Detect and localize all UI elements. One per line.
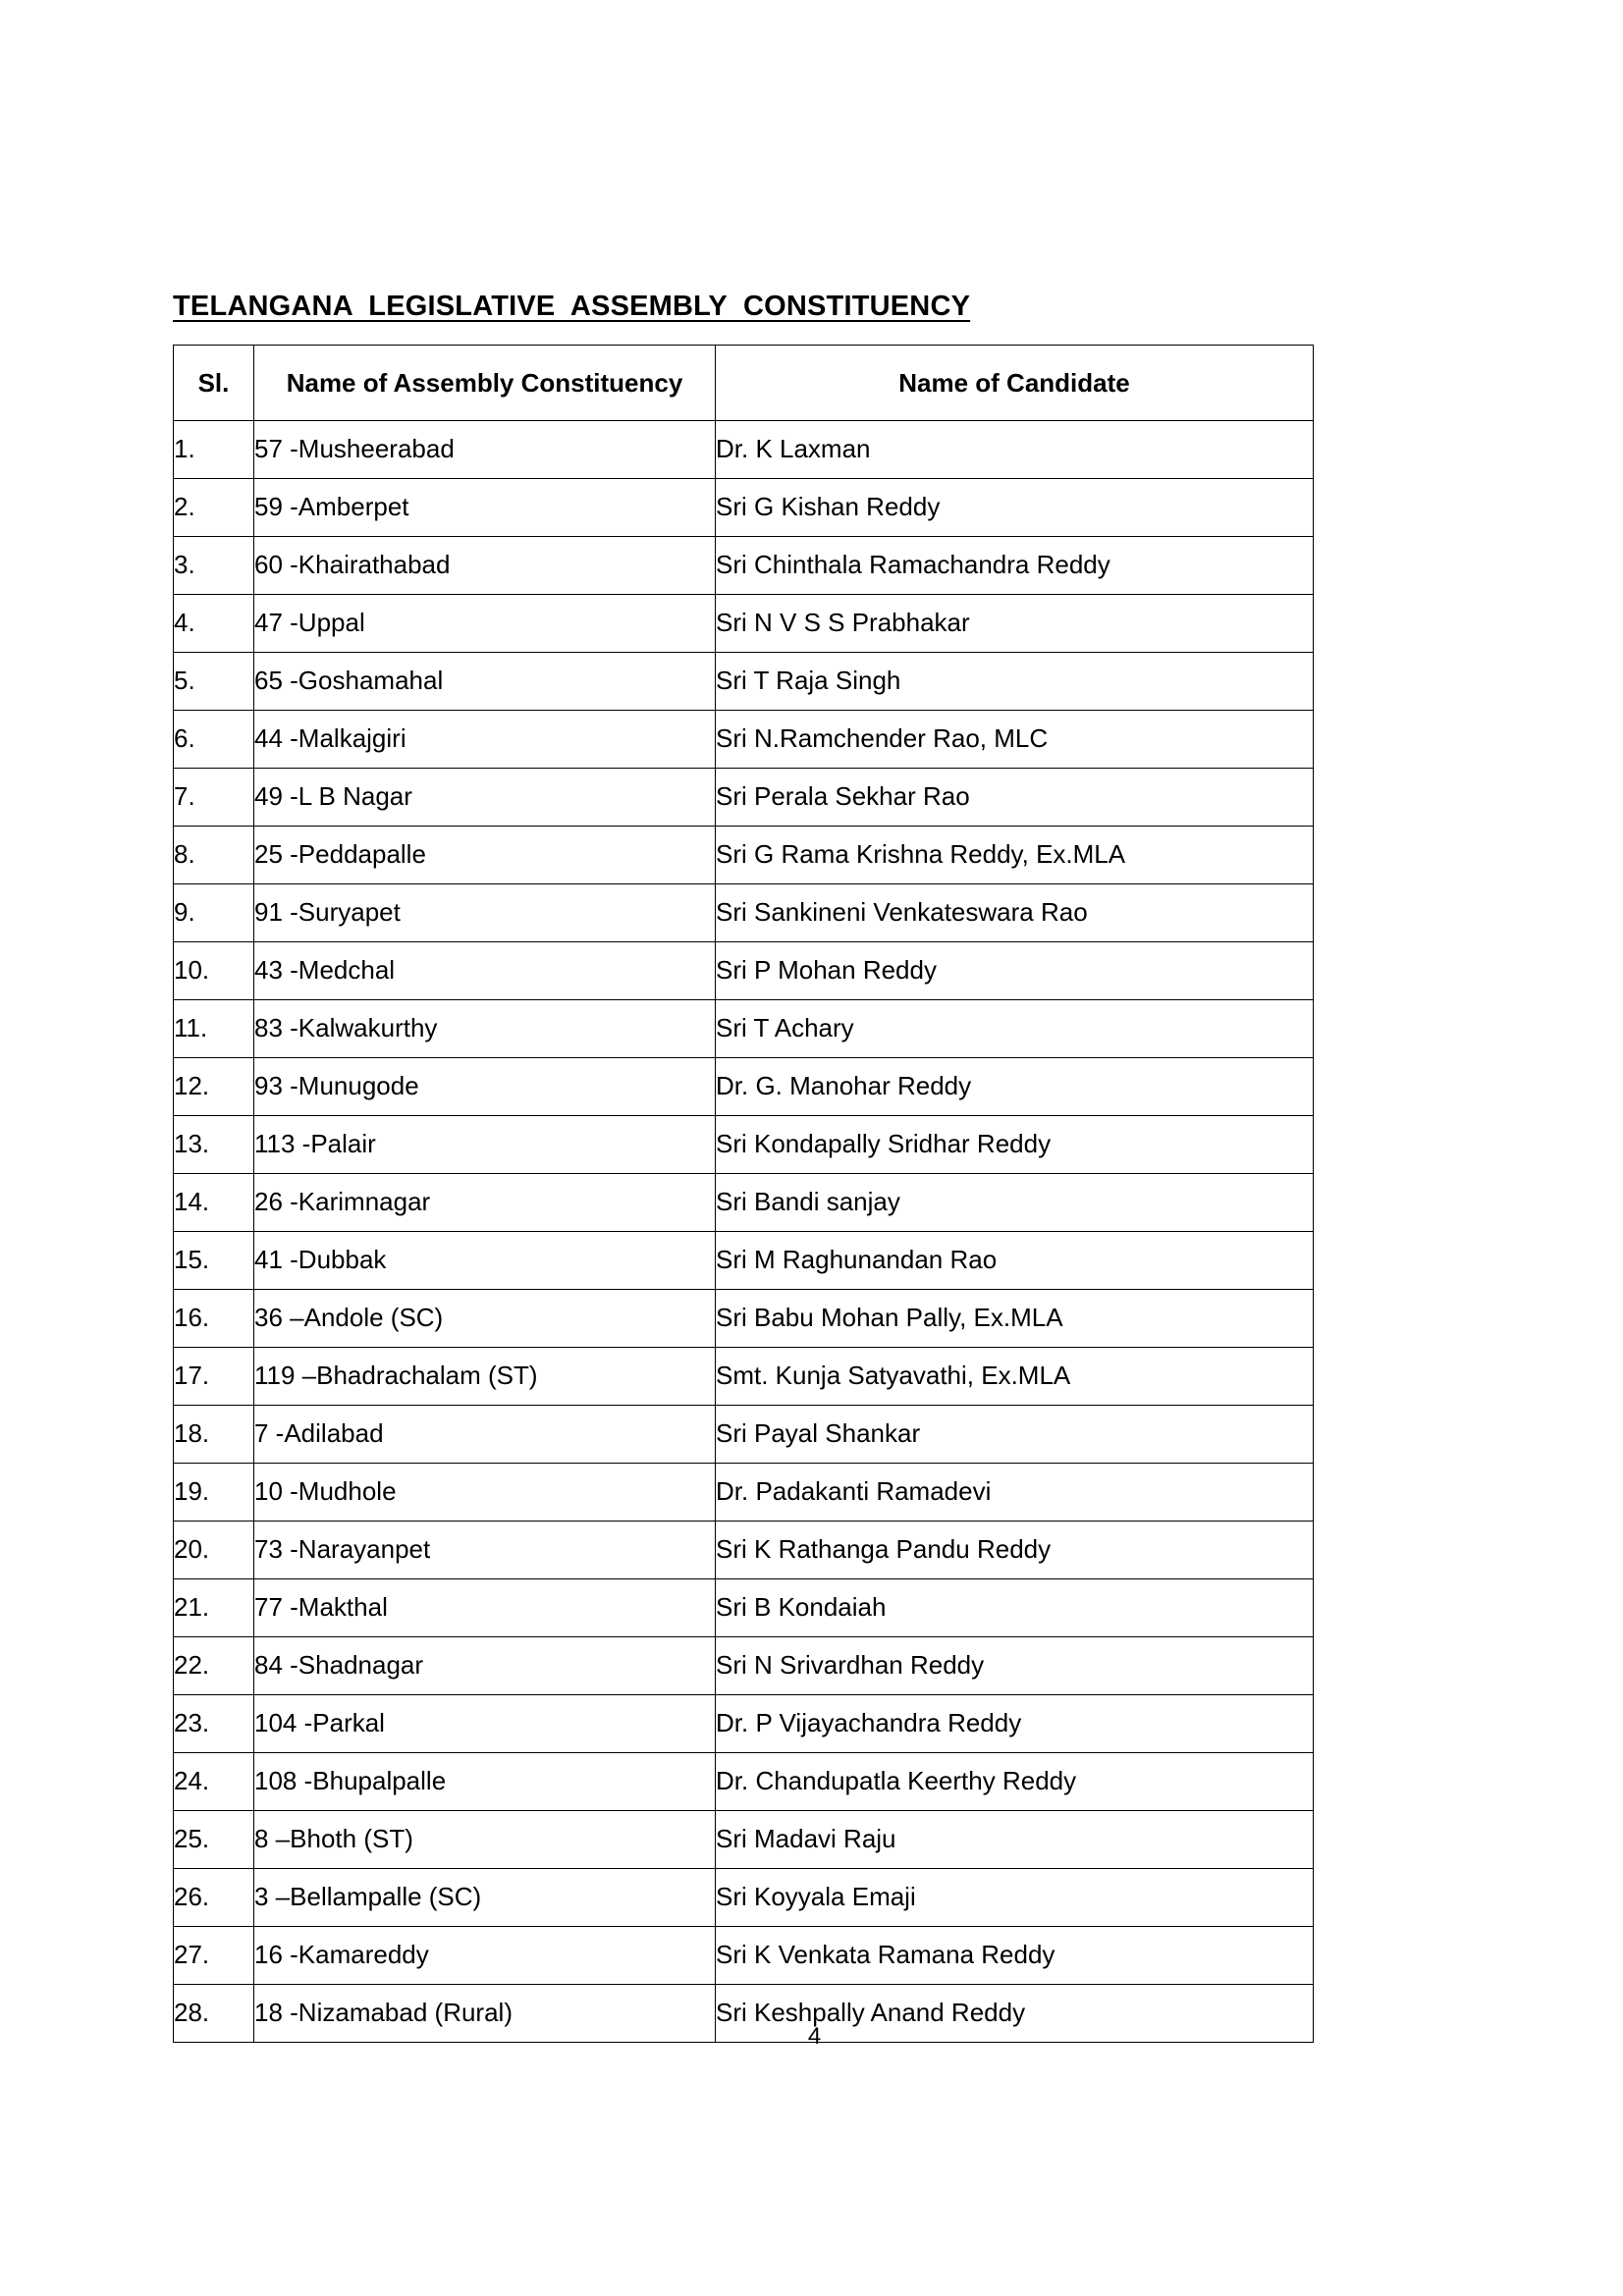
- page-title: TELANGANA LEGISLATIVE ASSEMBLY CONSTITUENCY: [173, 291, 971, 322]
- table-row: [174, 711, 1314, 769]
- cell-sl: 21.: [174, 1579, 254, 1637]
- table-row: [174, 421, 1314, 479]
- cell-sl: 6.: [174, 711, 254, 769]
- cell-sl: 20.: [174, 1522, 254, 1579]
- cell-sl: 28.: [174, 1985, 254, 2043]
- table-row: [174, 1406, 1314, 1464]
- table-header-row: [174, 346, 1314, 421]
- cell-sl: 7.: [174, 769, 254, 827]
- cell-constituency: 3 –Bellampalle (SC): [254, 1869, 716, 1927]
- page-footer: [0, 2025, 1623, 2049]
- cell-candidate: Sri P Mohan Reddy: [716, 942, 1314, 1000]
- cell-candidate: Sri M Raghunandan Rao: [716, 1232, 1314, 1290]
- cell-sl: 18.: [174, 1406, 254, 1464]
- cell-constituency: 83 -Kalwakurthy: [254, 1000, 716, 1058]
- cell-constituency: 25 -Peddapalle: [254, 827, 716, 884]
- page-content: [173, 291, 1314, 2043]
- table-body: [174, 421, 1314, 2043]
- cell-sl: 27.: [174, 1927, 254, 1985]
- cell-sl: 25.: [174, 1811, 254, 1869]
- table-row: [174, 1348, 1314, 1406]
- table-row: [174, 1695, 1314, 1753]
- table-row: [174, 479, 1314, 537]
- cell-candidate: Sri B Kondaiah: [716, 1579, 1314, 1637]
- column-header-candidate: Name of Candidate: [716, 346, 1314, 421]
- cell-constituency: 49 -L B Nagar: [254, 769, 716, 827]
- cell-candidate: Dr. Padakanti Ramadevi: [716, 1464, 1314, 1522]
- table-row: [174, 537, 1314, 595]
- cell-constituency: 26 -Karimnagar: [254, 1174, 716, 1232]
- cell-sl: 23.: [174, 1695, 254, 1753]
- cell-constituency: 36 –Andole (SC): [254, 1290, 716, 1348]
- cell-sl: 11.: [174, 1000, 254, 1058]
- cell-candidate: Sri N V S S Prabhakar: [716, 595, 1314, 653]
- cell-constituency: 60 -Khairathabad: [254, 537, 716, 595]
- cell-sl: 15.: [174, 1232, 254, 1290]
- cell-candidate: Dr. K Laxman: [716, 421, 1314, 479]
- table-row: [174, 1116, 1314, 1174]
- cell-candidate: Sri Keshpally Anand Reddy: [716, 1985, 1314, 2043]
- cell-sl: 2.: [174, 479, 254, 537]
- cell-sl: 24.: [174, 1753, 254, 1811]
- table-row: [174, 1753, 1314, 1811]
- table-row: [174, 653, 1314, 711]
- cell-sl: 5.: [174, 653, 254, 711]
- table-row: [174, 1000, 1314, 1058]
- cell-candidate: Sri Sankineni Venkateswara Rao: [716, 884, 1314, 942]
- cell-candidate: Sri K Venkata Ramana Reddy: [716, 1927, 1314, 1985]
- cell-candidate: Dr. Chandupatla Keerthy Reddy: [716, 1753, 1314, 1811]
- table-row: [174, 1174, 1314, 1232]
- cell-candidate: Sri T Raja Singh: [716, 653, 1314, 711]
- cell-candidate: Sri N.Ramchender Rao, MLC: [716, 711, 1314, 769]
- cell-constituency: 43 -Medchal: [254, 942, 716, 1000]
- cell-candidate: Sri Perala Sekhar Rao: [716, 769, 1314, 827]
- table-row: [174, 942, 1314, 1000]
- cell-constituency: 47 -Uppal: [254, 595, 716, 653]
- cell-candidate: Smt. Kunja Satyavathi, Ex.MLA: [716, 1348, 1314, 1406]
- column-header-constituency: Name of Assembly Constituency: [254, 346, 716, 421]
- cell-sl: 8.: [174, 827, 254, 884]
- cell-sl: 10.: [174, 942, 254, 1000]
- cell-constituency: 57 -Musheerabad: [254, 421, 716, 479]
- cell-candidate: Dr. G. Manohar Reddy: [716, 1058, 1314, 1116]
- column-header-sl: Sl.: [174, 346, 254, 421]
- cell-candidate: Sri N Srivardhan Reddy: [716, 1637, 1314, 1695]
- table-row: [174, 1637, 1314, 1695]
- table-row: [174, 1579, 1314, 1637]
- cell-constituency: 44 -Malkajgiri: [254, 711, 716, 769]
- cell-sl: 19.: [174, 1464, 254, 1522]
- cell-constituency: 104 -Parkal: [254, 1695, 716, 1753]
- cell-sl: 22.: [174, 1637, 254, 1695]
- table-row: [174, 1927, 1314, 1985]
- cell-constituency: 18 -Nizamabad (Rural): [254, 1985, 716, 2043]
- cell-candidate: Sri Koyyala Emaji: [716, 1869, 1314, 1927]
- cell-sl: 12.: [174, 1058, 254, 1116]
- cell-candidate: Sri G Kishan Reddy: [716, 479, 1314, 537]
- cell-sl: 17.: [174, 1348, 254, 1406]
- cell-candidate: Sri Bandi sanjay: [716, 1174, 1314, 1232]
- cell-candidate: Sri Payal Shankar: [716, 1406, 1314, 1464]
- table-row: [174, 595, 1314, 653]
- table-row: [174, 884, 1314, 942]
- cell-sl: 1.: [174, 421, 254, 479]
- cell-sl: 3.: [174, 537, 254, 595]
- cell-constituency: 84 -Shadnagar: [254, 1637, 716, 1695]
- cell-constituency: 113 -Palair: [254, 1116, 716, 1174]
- cell-candidate: Sri Madavi Raju: [716, 1811, 1314, 1869]
- cell-sl: 13.: [174, 1116, 254, 1174]
- cell-sl: 26.: [174, 1869, 254, 1927]
- page-number: 4: [807, 2023, 822, 2050]
- cell-constituency: 7 -Adilabad: [254, 1406, 716, 1464]
- table-row: [174, 827, 1314, 884]
- cell-constituency: 10 -Mudhole: [254, 1464, 716, 1522]
- cell-candidate: Sri Chinthala Ramachandra Reddy: [716, 537, 1314, 595]
- candidates-table: [173, 345, 1314, 2043]
- table-row: [174, 1232, 1314, 1290]
- cell-candidate: Sri K Rathanga Pandu Reddy: [716, 1522, 1314, 1579]
- table-row: [174, 1522, 1314, 1579]
- cell-constituency: 65 -Goshamahal: [254, 653, 716, 711]
- cell-constituency: 73 -Narayanpet: [254, 1522, 716, 1579]
- cell-constituency: 91 -Suryapet: [254, 884, 716, 942]
- cell-constituency: 119 –Bhadrachalam (ST): [254, 1348, 716, 1406]
- cell-constituency: 41 -Dubbak: [254, 1232, 716, 1290]
- cell-constituency: 108 -Bhupalpalle: [254, 1753, 716, 1811]
- cell-candidate: Sri Kondapally Sridhar Reddy: [716, 1116, 1314, 1174]
- table-row: [174, 769, 1314, 827]
- table-row: [174, 1058, 1314, 1116]
- cell-constituency: 59 -Amberpet: [254, 479, 716, 537]
- cell-sl: 4.: [174, 595, 254, 653]
- cell-constituency: 93 -Munugode: [254, 1058, 716, 1116]
- table-row: [174, 1869, 1314, 1927]
- cell-candidate: Sri T Achary: [716, 1000, 1314, 1058]
- table-row: [174, 1290, 1314, 1348]
- cell-sl: 14.: [174, 1174, 254, 1232]
- cell-constituency: 8 –Bhoth (ST): [254, 1811, 716, 1869]
- table-header: [174, 346, 1314, 421]
- cell-sl: 9.: [174, 884, 254, 942]
- cell-constituency: 77 -Makthal: [254, 1579, 716, 1637]
- cell-candidate: Sri G Rama Krishna Reddy, Ex.MLA: [716, 827, 1314, 884]
- cell-candidate: Sri Babu Mohan Pally, Ex.MLA: [716, 1290, 1314, 1348]
- cell-constituency: 16 -Kamareddy: [254, 1927, 716, 1985]
- table-row: [174, 1811, 1314, 1869]
- cell-candidate: Dr. P Vijayachandra Reddy: [716, 1695, 1314, 1753]
- table-row: [174, 1464, 1314, 1522]
- cell-sl: 16.: [174, 1290, 254, 1348]
